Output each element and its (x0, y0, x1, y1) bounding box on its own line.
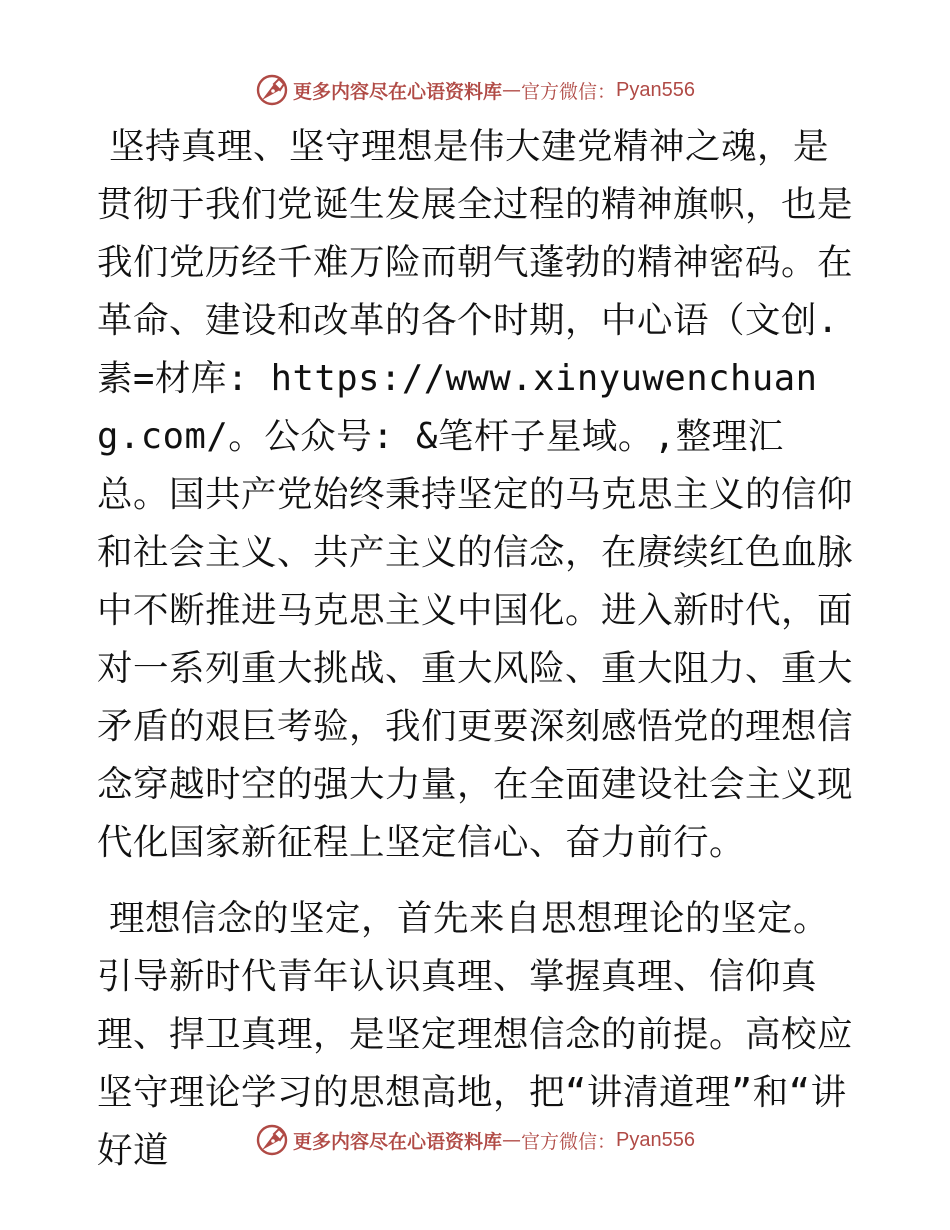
header-slogan: 更多内容尽在心语资料库 (293, 80, 503, 103)
paragraph-2: 理想信念的坚定，首先来自思想理论的坚定。引导新时代青年认识真理、掌握真理、信仰真理、捍卫真理，是坚定理想信念的前提。高校应坚守理论学习的思想高地，把“讲清道理”和“讲好道 (97, 898, 854, 1171)
header-dash: — (502, 79, 522, 101)
footer-wechat-id: Pyan556 (616, 1128, 695, 1151)
header-wechat-label: 官方微信： (521, 80, 617, 103)
header-watermark (0, 70, 950, 110)
pen-nib-logo-icon (255, 73, 289, 107)
header-wechat-id: Pyan556 (616, 78, 695, 101)
footer-watermark (0, 1120, 950, 1160)
document-body (97, 118, 853, 1180)
footer-dash: — (502, 1129, 522, 1151)
pen-nib-logo-icon (255, 1123, 289, 1157)
footer-slogan: 更多内容尽在心语资料库 (293, 1130, 503, 1153)
footer-wechat-label: 官方微信： (521, 1130, 617, 1153)
paragraph-1: 坚持真理、坚守理想是伟大建党精神之魂，是贯彻于我们党诞生发展全过程的精神旗帜，也是我们党历经千难万险而朝气蓬勃的精神密码。在革命、建设和改革的各个时期，中心语（文创.素=材库: https://www.xinyuwenchuang.com/。公众号: &笔杆子星域。,整理汇总。国共产党始终秉持坚定的马克思主义的信仰和社会主义、共产主义的信念，在赓续红色血脉中不断推进马克思主义中国化。进入新时代，面对一系列重大挑战、重大风险、重大阻力、重大矛盾的艰巨考验，我们更要深刻感悟党的理想信念穿越时空的强大力量，在全面建设社会主义现代化国家新征程上坚定信心、奋力前行。 (97, 126, 854, 863)
